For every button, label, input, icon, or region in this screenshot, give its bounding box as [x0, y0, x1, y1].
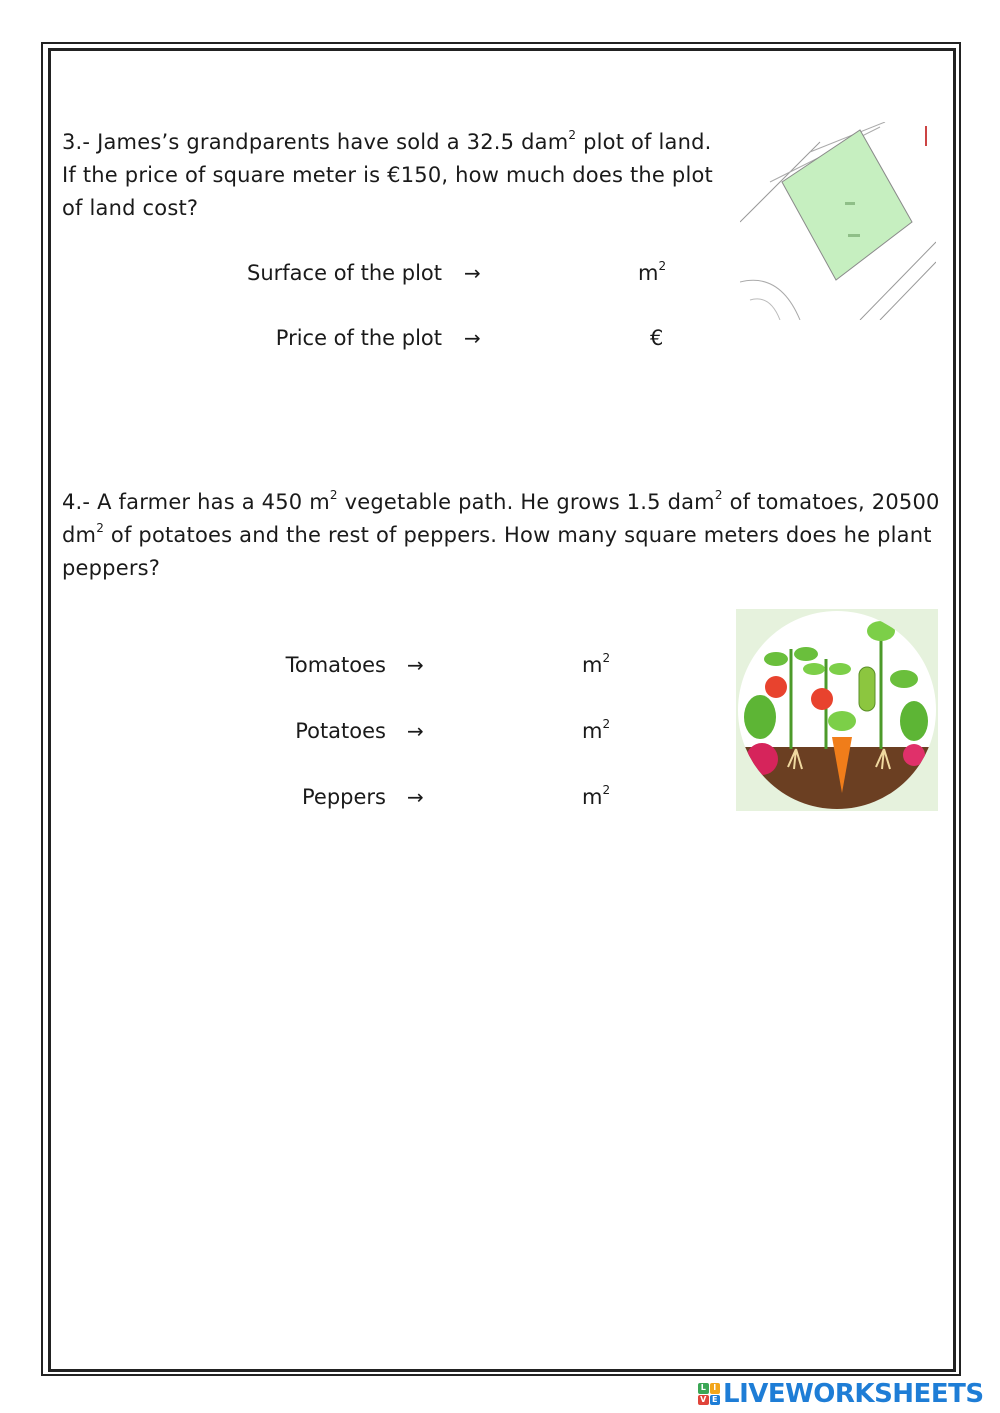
q3-answer-row-surface — [0, 258, 700, 288]
answer-label: Peppers — [302, 785, 386, 809]
arrow-icon: → — [464, 326, 481, 350]
answer-label: Tomatoes — [285, 653, 386, 677]
q4-superscript: 2 — [96, 521, 105, 535]
q4-superscript: 2 — [329, 488, 338, 502]
arrow-icon: → — [407, 785, 424, 809]
q4-text-part: of tomatoes, 20500 dm — [62, 490, 940, 547]
unit-label: $m^2$ — [582, 717, 611, 743]
question-4-text — [62, 486, 942, 585]
logo-mark-icon: L I V E — [698, 1383, 720, 1405]
arrow-icon: → — [407, 719, 424, 743]
vegetable-garden-icon — [736, 609, 938, 811]
unit-label: $m^2$ — [638, 259, 667, 285]
q3-text-part: plot of land. If the price of square meter is €150, how much does the plot of land cost? — [62, 130, 713, 220]
unit-label: $m^2$ — [582, 651, 611, 677]
q3-text-part: 3.- James’s grandparents have sold a 32.5 dam — [62, 130, 569, 154]
brand-name: LIVEWORKSHEETS — [723, 1379, 984, 1409]
q4-answer-row-peppers — [0, 782, 700, 812]
answer-label: Surface of the plot — [247, 261, 442, 285]
unit-label: $m^2$ — [582, 783, 611, 809]
q4-answer-row-tomatoes — [0, 650, 700, 680]
land-plot-map-icon — [740, 122, 936, 320]
q3-superscript: 2 — [568, 128, 577, 142]
question-3-text — [62, 126, 722, 225]
q4-text-part: vegetable path. He grows 1.5 dam — [337, 490, 715, 514]
arrow-icon: → — [407, 653, 424, 677]
answer-label: Potatoes — [295, 719, 386, 743]
q4-text-part: of potatoes and the rest of peppers. How many square meters does he plant peppers? — [62, 523, 932, 580]
q4-superscript: 2 — [714, 488, 723, 502]
q3-answer-row-price — [0, 323, 700, 353]
answer-label: Price of the plot — [275, 326, 442, 350]
q4-answer-row-potatoes — [0, 716, 700, 746]
liveworksheets-logo — [698, 1378, 984, 1410]
arrow-icon: → — [464, 261, 481, 285]
q4-text-part: 4.- A farmer has a 450 m — [62, 490, 330, 514]
unit-label: € — [650, 326, 664, 350]
